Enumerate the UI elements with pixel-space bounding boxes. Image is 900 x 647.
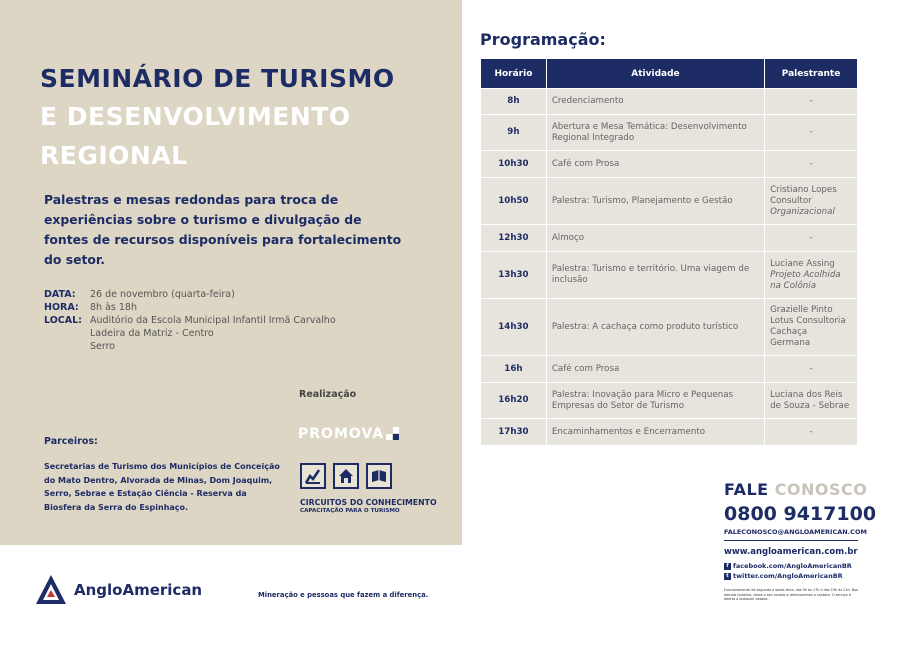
row-hora: 13h30	[481, 252, 547, 299]
row-atividade: Palestra: A cachaça como produto turístico	[546, 299, 764, 356]
contact-divider	[724, 540, 858, 541]
table-row	[481, 225, 858, 252]
house-icon	[333, 463, 359, 489]
row-hora: 8h	[481, 89, 547, 115]
row-palestrante: -	[765, 356, 858, 383]
table-row	[481, 383, 858, 419]
facebook-link[interactable]: facebook.com/AngloAmericanBR	[733, 562, 852, 570]
table-row	[481, 115, 858, 151]
row-atividade: Palestra: Inovação para Micro e Pequenas Empresas do Setor de Turismo	[546, 383, 764, 419]
conosco-text: CONOSCO	[774, 480, 868, 499]
row-atividade: Café com Prosa	[546, 151, 764, 178]
row-palestrante: -	[765, 151, 858, 178]
local-label: LOCAL:	[44, 315, 82, 326]
hora-label: HORA:	[44, 302, 79, 313]
table-row	[481, 419, 858, 446]
website-link[interactable]: www.angloamerican.com.br	[724, 547, 858, 557]
local-line3: Serro	[90, 341, 116, 352]
contact-fine-print: Funcionamento de segunda a sexta-feira, das 9h às 17h e das 19h às 21h. Nos demais horários, deixe o seu recado e retornaremos o contato. O serviço é aberto a qualquer pessoa.	[724, 588, 859, 601]
header-horario: Horário	[481, 59, 547, 89]
row-atividade: Abertura e Mesa Temática: Desenvolvimento Regional Integrado	[546, 115, 764, 151]
schedule-header-row	[481, 59, 858, 89]
speaker-org: Projeto Acolhida	[770, 269, 841, 280]
circuitos-title: CIRCUITOS DO CONHECIMENTO	[300, 498, 437, 507]
row-hora: 14h30	[481, 299, 547, 356]
data-value: 26 de novembro (quarta-feira)	[90, 289, 235, 300]
book-icon	[366, 463, 392, 489]
row-hora: 17h30	[481, 419, 547, 446]
schedule-table	[480, 58, 858, 446]
event-title-line1: SEMINÁRIO DE TURISMO	[40, 64, 395, 93]
table-row	[481, 356, 858, 383]
row-palestrante	[765, 178, 858, 225]
row-hora: 9h	[481, 115, 547, 151]
row-palestrante	[765, 383, 858, 419]
promova-logo	[298, 426, 400, 442]
twitter-icon: t	[724, 573, 731, 580]
speaker-name: Cristiano Lopes	[770, 184, 837, 195]
twitter-link[interactable]: twitter.com/AngloAmericanBR	[733, 572, 843, 580]
event-title-line2: E DESENVOLVIMENTO	[40, 102, 351, 131]
side-code	[864, 62, 869, 63]
header-atividade: Atividade	[546, 59, 764, 89]
speaker-org: de Souza - Sebrae	[770, 400, 850, 411]
event-intro: Palestras e mesas redondas para troca de experiências sobre o turismo e divulgação de fontes de recursos disponíveis para fortalecimento do setor.	[44, 192, 402, 267]
speaker-org: Germana	[770, 338, 811, 348]
fale-conosco-heading	[724, 480, 867, 499]
row-hora: 16h	[481, 356, 547, 383]
row-hora: 16h20	[481, 383, 547, 419]
row-hora: 10h30	[481, 151, 547, 178]
table-row	[481, 89, 858, 115]
row-palestrante: -	[765, 115, 858, 151]
row-hora: 10h50	[481, 178, 547, 225]
realizacao-label: Realização	[299, 389, 357, 400]
event-info	[44, 288, 336, 353]
local-line1: Auditório da Escola Municipal Infantil Irmã Carvalho	[90, 315, 336, 326]
slogan: Mineração e pessoas que fazem a diferença.	[258, 591, 429, 599]
row-palestrante: -	[765, 89, 858, 115]
promova-text: PROMOVA	[298, 426, 385, 442]
event-title-line3: REGIONAL	[40, 141, 188, 170]
table-row	[481, 151, 858, 178]
angloamerican-mark-icon	[34, 573, 68, 607]
row-palestrante	[765, 299, 858, 356]
fale-text: FALE	[724, 480, 769, 499]
row-hora: 12h30	[481, 225, 547, 252]
circuitos-subtitle: CAPACITAÇÃO PARA O TURISMO	[300, 508, 400, 514]
speaker-org: Lotus Consultoria	[770, 316, 846, 326]
row-atividade: Almoço	[546, 225, 764, 252]
speaker-name: Luciana dos Reis	[770, 389, 843, 400]
row-atividade: Credenciamento	[546, 89, 764, 115]
speaker-name: Luciane Assing	[770, 258, 835, 269]
speaker-org: Consultor	[770, 195, 812, 206]
speaker-org: Cachaça	[770, 327, 808, 337]
row-palestrante	[765, 252, 858, 299]
row-palestrante: -	[765, 419, 858, 446]
promova-mark-icon	[386, 427, 400, 441]
local-line2: Ladeira da Matriz - Centro	[90, 328, 214, 339]
facebook-icon: f	[724, 563, 731, 570]
row-atividade: Palestra: Turismo, Planejamento e Gestão	[546, 178, 764, 225]
angloamerican-logo	[34, 573, 202, 607]
brand-name: AngloAmerican	[74, 581, 203, 599]
speaker-name: Grazielle Pinto	[770, 305, 833, 315]
header-palestrante: Palestrante	[765, 59, 858, 89]
row-atividade: Palestra: Turismo e território. Uma viagem de inclusão	[546, 252, 764, 299]
social-links	[724, 561, 852, 581]
row-palestrante: -	[765, 225, 858, 252]
table-row	[481, 178, 858, 225]
row-atividade: Café com Prosa	[546, 356, 764, 383]
contact-email[interactable]: FALECONOSCO@ANGLOAMERICAN.COM	[724, 528, 867, 536]
hora-value: 8h às 18h	[90, 302, 137, 313]
parceiros-label: Parceiros:	[44, 436, 98, 447]
speaker-org: na Colônia	[770, 280, 817, 291]
programacao-title: Programação:	[480, 30, 606, 49]
phone-number[interactable]: 0800 9417100	[724, 503, 877, 525]
row-atividade: Encaminhamentos e Encerramento	[546, 419, 764, 446]
speaker-org: Organizacional	[770, 206, 835, 217]
data-label: DATA:	[44, 289, 76, 300]
table-row	[481, 252, 858, 299]
table-row	[481, 299, 858, 356]
parceiros-text: Secretarias de Turismo dos Municípios de Conceição do Mato Dentro, Alvorada de Minas, Dom Joaquim, Serro, Sebrae e Estação Ciência - Reserva da Biosfera da Serra do Espinhaço.	[44, 462, 280, 512]
circuitos-icons	[300, 463, 392, 489]
chart-icon	[300, 463, 326, 489]
